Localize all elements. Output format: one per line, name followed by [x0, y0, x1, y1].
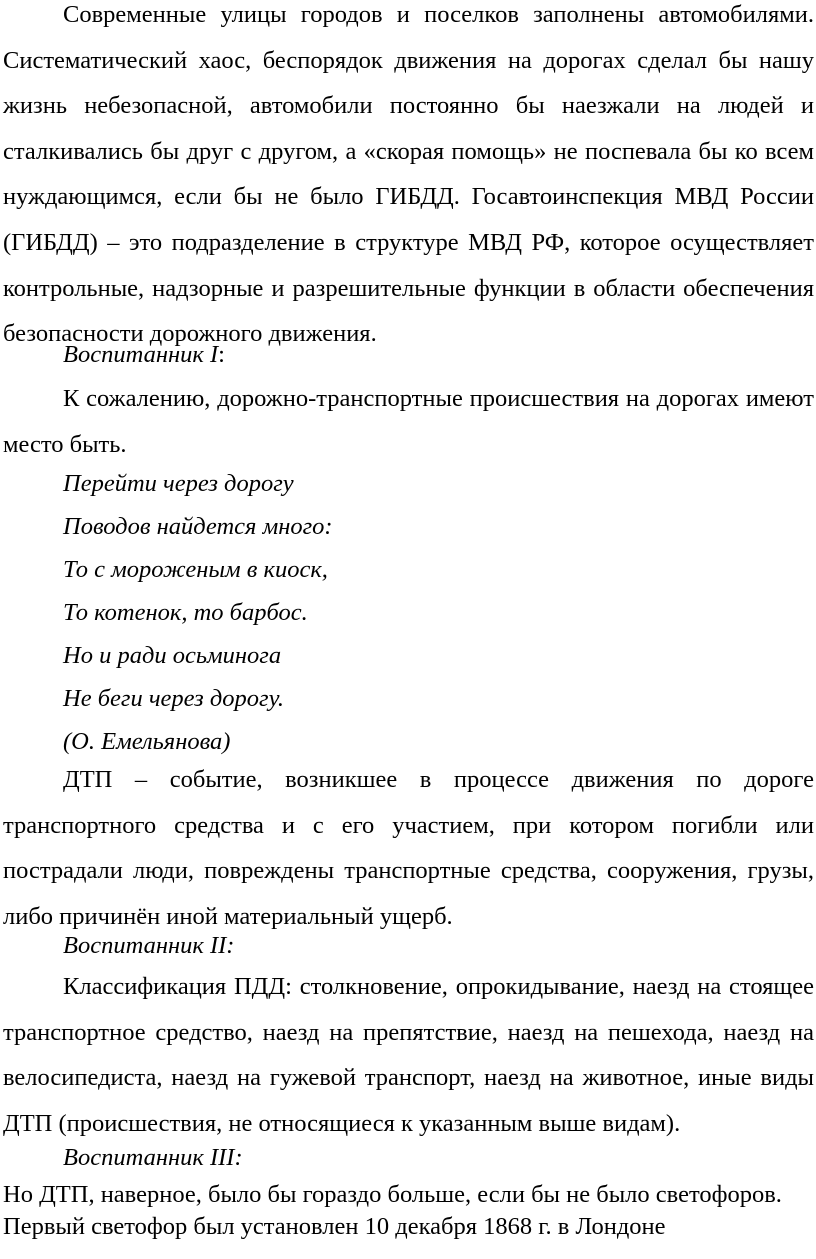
verse-line: То с мороженым в киоск, — [63, 556, 328, 583]
text-line-first-light: Первый светофор был установлен 10 декабря 1868 г. в Лондоне — [3, 1213, 666, 1240]
speaker-colon-1: : — [218, 341, 225, 368]
verse-author: (О. Емельянова) — [63, 728, 231, 755]
verse-line: Но и ради осьминога — [63, 642, 282, 669]
speaker-label-1 — [3, 333, 225, 376]
text-line-traffic-lights: Но ДТП, наверное, было бы гораздо больше, если бы не было светофоров. — [3, 1181, 782, 1208]
speaker-label-3: Воспитанник III: — [63, 1144, 243, 1171]
speaker-name-1: Воспитанник I — [63, 341, 219, 368]
verse-line: Перейти через дорогу — [63, 470, 294, 497]
verse-line: Не беги через дорогу. — [63, 685, 285, 712]
paragraph-accidents: К сожалению, дорожно-транспортные происшествия на дорогах имеют место быть. — [3, 385, 814, 458]
verse-line: Поводов найдется много: — [63, 513, 333, 540]
paragraph-classification: Классификация ПДД: столкновение, опрокидывание, наезд на стоящее транспортное средство, наезд на препятствие, наезд на пешехода, наезд на велосипедиста, наезд на гужевой транспорт, наезд на животное, иные виды ДТП (происшествия, не относящиеся к указанным выше видам). — [3, 973, 814, 1137]
paragraph-traffic-police: Современные улицы городов и поселков заполнены автомобилями. Систематический хаос, беспорядок движения на дорогах сделал бы нашу жизнь небезопасной, автомобили постоянно бы наезжали на людей и сталкивались бы друг с другом, а «скорая помощь» не поспевала бы ко всем нуждающимся, если бы не было ГИБДД. Госавтоинспекция МВД России (ГИБДД) – это подразделение в структуре МВД РФ, которое осуществляет контрольные, надзорные и разрешительные функции в области обеспечения безопасности дорожного движения. — [3, 1, 814, 348]
verse-line: То котенок, то барбос. — [63, 599, 308, 626]
speaker-label-2: Воспитанник II: — [63, 932, 235, 959]
paragraph-dtp-definition: ДТП – событие, возникшее в процессе движения по дороге транспортного средства и с его участием, при котором погибли или пострадали люди, повреждены транспортные средства, сооружения, грузы, либо причинён иной материальный ущерб. — [3, 766, 814, 930]
